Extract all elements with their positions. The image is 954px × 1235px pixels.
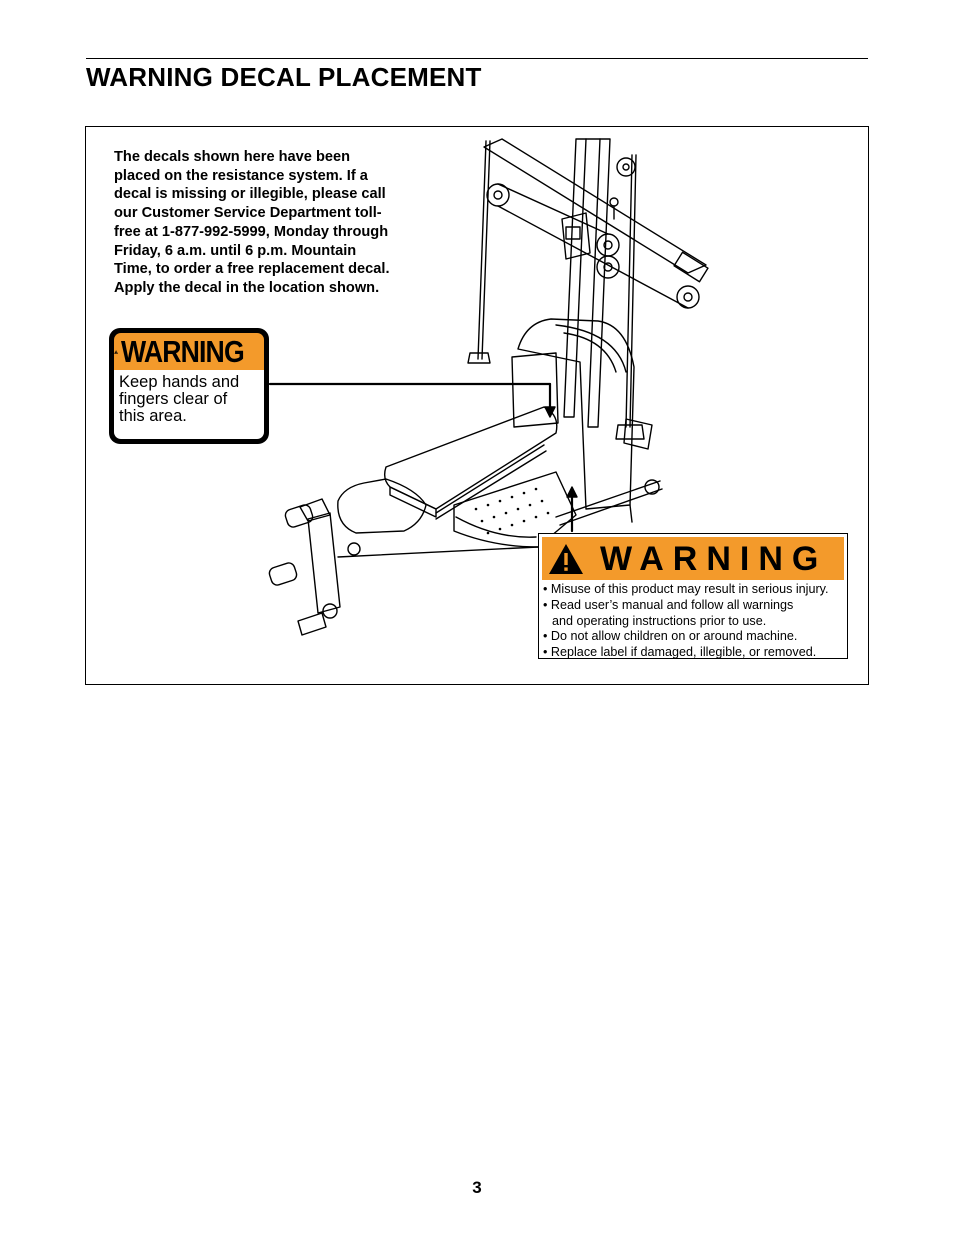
intro-line: placed on the resistance system. If a — [114, 167, 368, 184]
pulley-right — [677, 286, 699, 308]
intro-line: decal is missing or illegible, please call — [114, 186, 386, 203]
top-rule — [86, 58, 868, 59]
decal-banner — [114, 333, 264, 370]
decal-banner-text: WARNING — [600, 539, 828, 578]
decal-message-line: this area. — [119, 407, 187, 425]
decal-message-line: Keep hands and — [119, 373, 240, 391]
decal-banner-text: WARNING — [121, 334, 245, 369]
decal-bullet: • Do not allow children on or around machine. — [543, 629, 798, 644]
intro-line: Friday, 6 a.m. until 6 p.m. Mountain — [114, 242, 357, 259]
decal-bullet: • Misuse of this product may result in serious injury. — [543, 582, 829, 596]
leg-roller-bottom — [268, 561, 298, 586]
decal-bullet-list — [543, 582, 845, 661]
intro-line: Apply the decal in the location shown. — [114, 279, 380, 296]
decal-message-line: fingers clear of — [119, 390, 228, 408]
tower-rear — [588, 139, 610, 427]
decal-bullet: • Replace label if damaged, illegible, or removed. — [543, 645, 817, 660]
bench-back-pad — [385, 407, 557, 509]
pulley-mid — [597, 234, 619, 256]
warning-triangle-icon — [114, 340, 118, 364]
weight-housing — [518, 319, 634, 509]
decal-body — [114, 370, 264, 439]
leg-post — [308, 513, 340, 613]
intro-line: Time, to order a free replacement decal. — [114, 261, 390, 278]
intro-line: The decals shown here have been — [114, 149, 351, 165]
intro-line: our Customer Service Department toll- — [114, 205, 382, 222]
decal-banner — [542, 537, 844, 580]
decal-message — [119, 374, 264, 425]
figure-frame — [85, 126, 869, 685]
tower-front — [564, 139, 586, 417]
decal-bullet: and operating instructions prior to use. — [552, 613, 767, 628]
intro-line: free at 1-877-992-5999, Monday through — [114, 223, 389, 240]
page-title: WARNING DECAL PLACEMENT — [86, 62, 482, 92]
decal-bullet: • Read user’s manual and follow all warnings — [543, 597, 794, 612]
warning-triangle-icon — [548, 543, 584, 575]
decal-general-warning — [538, 533, 848, 659]
page-number: 3 — [472, 1178, 482, 1197]
leg-roller-top — [284, 503, 314, 528]
intro-text — [114, 148, 414, 298]
decal-hands-clear — [109, 328, 269, 444]
